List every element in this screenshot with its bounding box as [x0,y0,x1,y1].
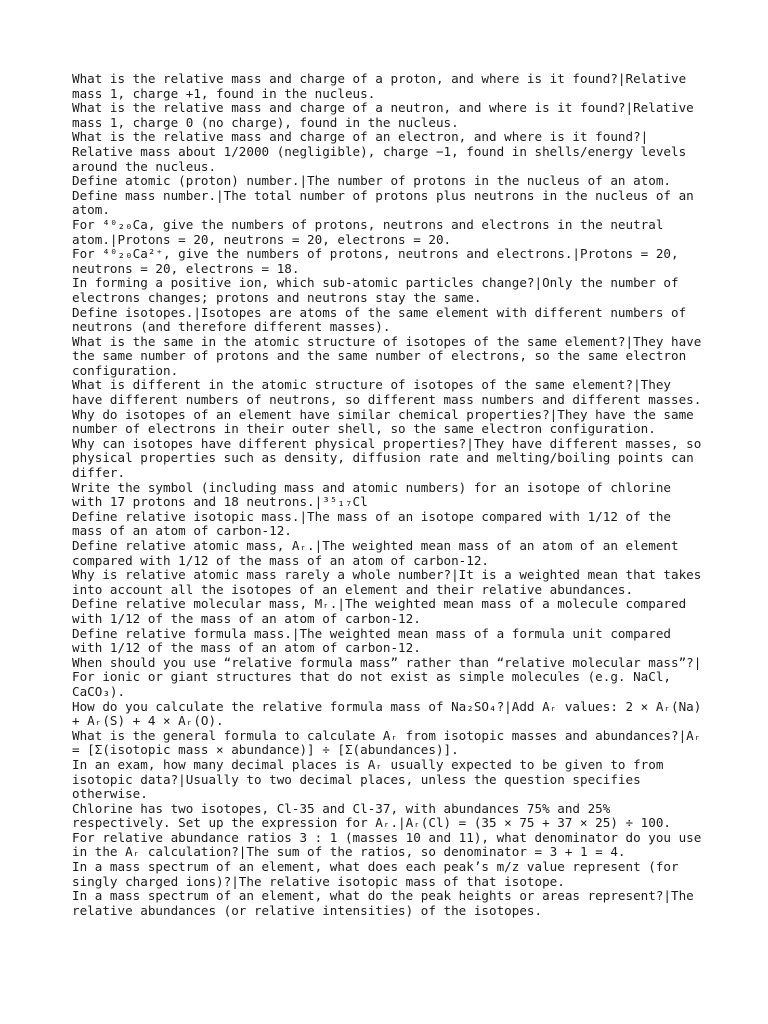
text-line: For ionic or giant structures that do not exist as simple molecules (e.g. NaCl, [72,670,671,685]
text-line: in the Aᵣ calculation?|The sum of the ratios, so denominator = 3 + 1 = 4. [72,845,626,860]
text-line: atom. [72,203,110,218]
text-line: Define relative atomic mass, Aᵣ.|The weighted mean mass of an atom of an element [72,539,679,553]
text-line: Why is relative atomic mass rarely a whole number?|It is a weighted mean that takes [72,568,702,583]
text-line: Why do isotopes of an element have similar chemical properties?|They have the same [72,407,694,422]
text-line: What is the general formula to calculate Aᵣ from isotopic masses and abundances?|Aᵣ [72,728,702,743]
text-line: What is the relative mass and charge of a neutron, and where is it found?|Relative [72,101,694,116]
text-line: neutrons (and therefore different masses). [72,320,391,335]
text-line: For ⁴⁰₂₀Ca²⁺, give the numbers of protons, neutrons and electrons.|Protons = 20, [72,247,679,262]
text-line: Define mass number.|The total number of protons plus neutrons in the nucleus of an [72,188,694,203]
text-line: into account all the isotopes of an element and their relative abundances. [72,582,634,597]
text-line: neutrons = 20, electrons = 18. [72,261,300,276]
text-line: mass 1, charge 0 (no charge), found in the nucleus. [72,115,459,130]
text-line: Chlorine has two isotopes, Cl-35 and Cl-37, with abundances 75% and 25% [72,801,611,816]
text-line: What is different in the atomic structure of isotopes of the same element?|They [72,378,671,393]
text-line: configuration. [72,363,179,378]
text-line: Relative mass about 1/2000 (negligible), charge −1, found in shells/energy levels [72,144,687,159]
text-line: compared with 1/12 of the mass of an atom of carbon-12. [72,553,490,568]
text-line: the same number of protons and the same number of electrons, so the same electron [72,349,687,364]
text-line: relative abundances (or relative intensities) of the isotopes. [72,903,543,918]
text-line: In an exam, how many decimal places is Aᵣ usually expected to be given to from [72,757,664,772]
text-line: For ⁴⁰₂₀Ca, give the numbers of protons, neutrons and electrons in the neutral [72,217,664,232]
text-line: atom.|Protons = 20, neutrons = 20, electrons = 20. [72,232,452,247]
text-line: have different numbers of neutrons, so different mass numbers and different masses. [72,393,702,408]
text-line: electrons changes; protons and neutrons stay the same. [72,290,482,305]
text-line: with 17 protons and 18 neutrons.|³⁵₁₇Cl [72,495,368,510]
text-line: For relative abundance ratios 3 : 1 (masses 10 and 11), what denominator do you use [72,830,702,845]
text-line: In forming a positive ion, which sub-atomic particles change?|Only the number of [72,276,679,291]
text-line: with 1/12 of the mass of an atom of carbon-12. [72,641,421,656]
text-line: What is the relative mass and charge of an electron, and where is it found?| [72,130,649,145]
text-line: mass of an atom of carbon-12. [72,524,292,539]
flashcard-text-document [72,72,702,918]
text-line: around the nucleus. [72,159,217,174]
text-line: What is the relative mass and charge of a proton, and where is it found?|Relative [72,72,687,86]
text-line: + Aᵣ(S) + 4 × Aᵣ(O). [72,714,224,729]
text-line: In a mass spectrum of an element, what do the peak heights or areas represent?|The [72,889,694,904]
text-line: otherwise. [72,787,148,802]
text-line: Define relative isotopic mass.|The mass of an isotope compared with 1/12 of the [72,509,671,524]
text-line: with 1/12 of the mass of an atom of carbon-12. [72,611,421,626]
text-line: Define relative formula mass.|The weighted mean mass of a formula unit compared [72,626,671,641]
text-line: When should you use “relative formula mass” rather than “relative molecular mass”?| [72,655,702,670]
text-line: respectively. Set up the expression for Aᵣ.|Aᵣ(Cl) = (35 × 75 + 37 × 25) ÷ 100. [72,816,671,831]
text-line: In a mass spectrum of an element, what does each peak’s m/z value represent (for [72,860,679,875]
text-line: differ. [72,466,126,481]
text-line: number of electrons in their outer shell, so the same electron configuration. [72,422,656,437]
text-line: What is the same in the atomic structure of isotopes of the same element?|They have [72,334,702,349]
text-line: Define isotopes.|Isotopes are atoms of the same element with different numbers of [72,305,687,320]
text-line: mass 1, charge +1, found in the nucleus. [72,86,376,101]
text-line: isotopic data?|Usually to two decimal places, unless the question specifies [72,772,641,787]
text-line: physical properties such as density, diffusion rate and melting/boiling points can [72,451,694,466]
text-line: Write the symbol (including mass and atomic numbers) for an isotope of chlorine [72,480,671,495]
text-line: Why can isotopes have different physical properties?|They have different masses, so [72,436,702,451]
text-line: Define atomic (proton) number.|The number of protons in the nucleus of an atom. [72,174,671,189]
text-line: singly charged ions)?|The relative isotopic mass of that isotope. [72,874,565,889]
text-line: CaCO₃). [72,684,126,699]
text-line: Define relative molecular mass, Mᵣ.|The weighted mean mass of a molecule compared [72,597,687,612]
text-line: How do you calculate the relative formula mass of Na₂SO₄?|Add Aᵣ values: 2 × Aᵣ(Na) [72,699,702,714]
text-line: = [Σ(isotopic mass × abundance)] ÷ [Σ(abundances)]. [72,743,459,758]
